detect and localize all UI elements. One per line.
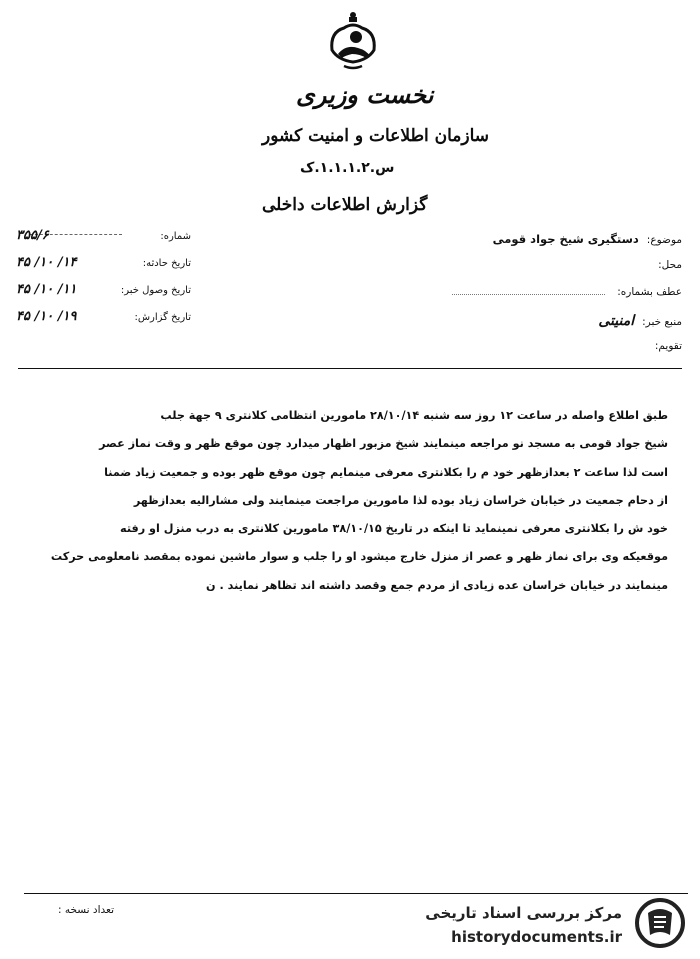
report-title: گزارش اطلاعات داخلی <box>262 195 428 215</box>
office-title: نخست وزیری <box>296 80 434 109</box>
meta-location-label: محل: <box>658 259 682 271</box>
meta-reference-row <box>452 286 682 313</box>
meta-reference-label: عطف بشماره: <box>617 286 682 298</box>
body-line: است لذا ساعت ۲ بعدازظهر خود م را بکلانتری معرفی مینمایم چون موقع ظهر بوده و جمعیت زیاد ضمنا <box>104 465 668 479</box>
body-line: خود ش را بکلانتری معرفی نمینماید تا اینکه در تاریخ ۳۸/۱۰/۱۵ مامورین کلانتری به درب منزل او رفته <box>120 522 668 536</box>
meta-subject-row <box>452 232 682 259</box>
footer-divider <box>24 893 688 894</box>
body-line: مینمایند در خیابان خراسان عده زیادی از مردم جمع وقصد داشته اند تظاهر نمایند . ن <box>206 578 668 592</box>
meta-calendar-row <box>452 340 682 367</box>
body-line: شیخ جواد قومی به مسجد نو مراجعه مینمایند شیخ مزبور اظهار میدارد چون موقع ظهر و وقت نماز عصر <box>99 437 668 451</box>
meta-receipt-date-label: تاریخ وصول خبر: <box>120 285 191 296</box>
report-body <box>36 402 668 600</box>
document-code: س.۱.۱.۱.۲.ک <box>300 160 395 176</box>
meta-number-label: شماره: <box>160 231 191 242</box>
meta-left-block <box>16 228 191 336</box>
meta-incident-date-row <box>16 255 191 282</box>
body-line: از دحام جمعیت در خیابان خراسان زیاد بوده لذا مامورین مراجعت مینمایند ولی مشارالیه بعدازظهر <box>133 493 668 507</box>
copies-label: تعداد نسخه : <box>58 904 115 916</box>
archive-logo-icon <box>634 897 686 949</box>
organization-title: سازمان اطلاعات و امنیت کشور <box>262 126 490 146</box>
header-divider <box>18 368 682 369</box>
watermark-url: historydocuments.ir <box>451 928 622 946</box>
meta-number-row <box>16 228 191 255</box>
body-line: طبق اطلاع واصله در ساعت ۱۲ روز سه شنبه ۲۸/۱۰/۱۴ مامورین انتظامی کلانتری ۹ جهة جلب <box>160 409 668 422</box>
meta-report-date-value: ۱۹/ ۱۰/ ۴۵ <box>16 309 77 324</box>
meta-report-date-label: تاریخ گزارش: <box>134 312 191 323</box>
meta-subject-value: دستگیری شیخ جواد قومی <box>492 232 639 246</box>
lion-and-sun-emblem <box>322 10 384 72</box>
meta-location-row <box>452 259 682 286</box>
meta-receipt-date-value: ۱۱/ ۱۰/ ۴۵ <box>16 282 77 297</box>
meta-source-label: منبع خبر: <box>642 316 682 328</box>
meta-incident-date-label: تاریخ حادثه: <box>142 258 191 269</box>
meta-calendar-label: تقویم: <box>654 340 682 352</box>
meta-incident-date-value: ۱۴/ ۱۰/ ۴۵ <box>16 255 77 270</box>
meta-source-row <box>452 313 682 340</box>
meta-reference-dotted-line <box>452 286 605 295</box>
watermark-name: مرکز بررسی اسناد تاریخی <box>425 904 622 922</box>
meta-receipt-date-row <box>16 282 191 309</box>
meta-source-value: امنیتی <box>598 313 635 329</box>
meta-report-date-row <box>16 309 191 336</box>
meta-right-block <box>452 232 682 367</box>
meta-number-value: ۳۵۵/۶ <box>16 228 49 243</box>
meta-subject-label: موضوع: <box>646 234 682 246</box>
body-line: موقعیکه وی برای نماز ظهر و عصر از منزل خارج میشود او را جلب و سوار ماشین نموده بمقصد نامعلومی حرکت <box>50 550 668 564</box>
